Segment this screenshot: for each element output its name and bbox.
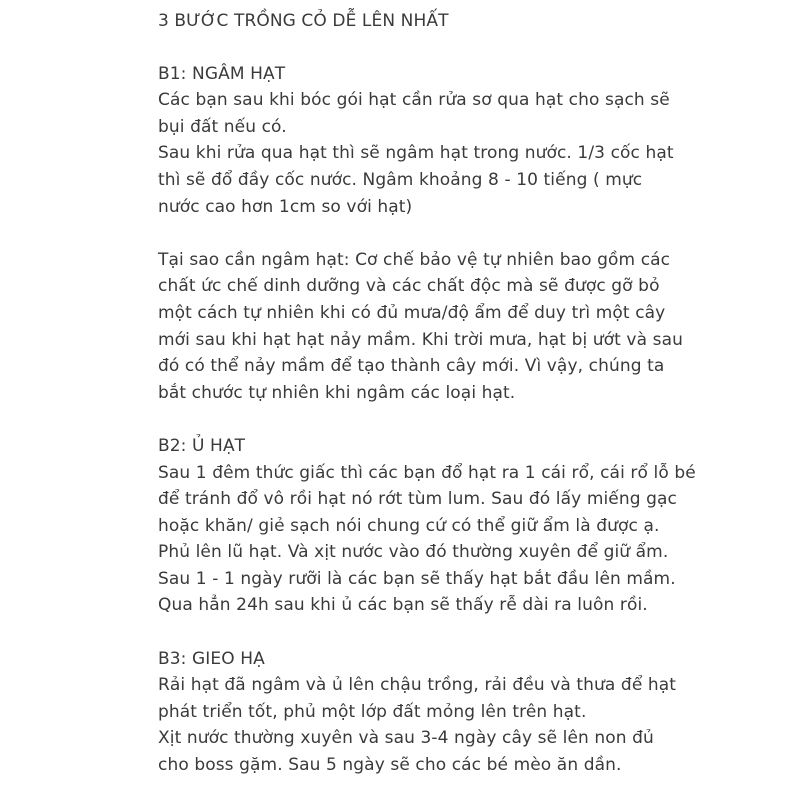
step1-line: Sau khi rửa qua hạt thì sẽ ngâm hạt trong nước. 1/3 cốc hạt xyxy=(158,143,674,164)
why-soak-line: một cách tự nhiên khi có đủ mưa/độ ẩm để duy trì một cây xyxy=(158,302,666,323)
step3-heading: B3: GIEO HẠ xyxy=(158,648,265,669)
step2-line: Sau 1 đêm thức giấc thì các bạn đổ hạt ra 1 cái rổ, cái rổ lỗ bé xyxy=(158,462,696,483)
step2-line: để tránh đổ vô rồi hạt nó rớt tùm lum. Sau đó lấy miếng gạc xyxy=(158,489,677,510)
note-title: 3 BƯỚC TRỒNG CỎ DỄ LÊN NHẤT xyxy=(158,11,449,31)
step1-line: Các bạn sau khi bóc gói hạt cần rửa sơ qua hạt cho sạch sẽ xyxy=(158,90,670,111)
blank-line xyxy=(158,34,798,61)
why-soak-line: chất ức chế dinh dưỡng và các chất độc mà sẽ được gỡ bỏ xyxy=(158,276,660,297)
why-soak-line: Tại sao cần ngâm hạt: Cơ chế bảo vệ tự nhiên bao gồm các xyxy=(158,249,671,270)
why-soak-line: đó có thể nảy mầm để tạo thành cây mới. Vì vậy, chúng ta xyxy=(158,356,665,377)
step2-line: Phủ lên lũ hạt. Và xịt nước vào đó thường xuyên để giữ ẩm. xyxy=(158,542,669,563)
step1-line: thì sẽ đổ đầy cốc nước. Ngâm khoảng 8 - 10 tiếng ( mực xyxy=(158,169,643,190)
why-soak-line: bắt chước tự nhiên khi ngâm các loại hạt. xyxy=(158,382,516,403)
step3-line: phát triển tốt, phủ một lớp đất mỏng lên trên hạt. xyxy=(158,701,587,722)
step3-line: Xịt nước thường xuyên và sau 3-4 ngày cây sẽ lên non đủ xyxy=(158,728,654,749)
note-document xyxy=(158,8,798,779)
why-soak-line: mới sau khi hạt hạt nảy mầm. Khi trời mưa, hạt bị ướt và sau xyxy=(158,329,683,350)
step1-line: bụi đất nếu có. xyxy=(158,116,287,137)
step3-line: cho boss gặm. Sau 5 ngày sẽ cho các bé mèo ăn dần. xyxy=(158,755,622,776)
step2-line: hoặc khăn/ giẻ sạch nói chung cứ có thể giữ ẩm là được ạ. xyxy=(158,515,660,536)
step2-line: Qua hẳn 24h sau khi ủ các bạn sẽ thấy rễ dài ra luôn rồi. xyxy=(158,595,648,616)
blank-line xyxy=(158,220,798,247)
step2-heading: B2: Ủ HẠT xyxy=(158,435,246,456)
blank-line xyxy=(158,619,798,646)
step1-line: nước cao hơn 1cm so với hạt) xyxy=(158,196,413,217)
blank-line xyxy=(158,406,798,433)
step1-heading: B1: NGÂM HẠT xyxy=(158,63,286,84)
step3-line: Rải hạt đã ngâm và ủ lên chậu trồng, rải đều và thưa để hạt xyxy=(158,675,677,696)
step2-line: Sau 1 - 1 ngày rưỡi là các bạn sẽ thấy hạt bắt đầu lên mầm. xyxy=(158,568,676,589)
